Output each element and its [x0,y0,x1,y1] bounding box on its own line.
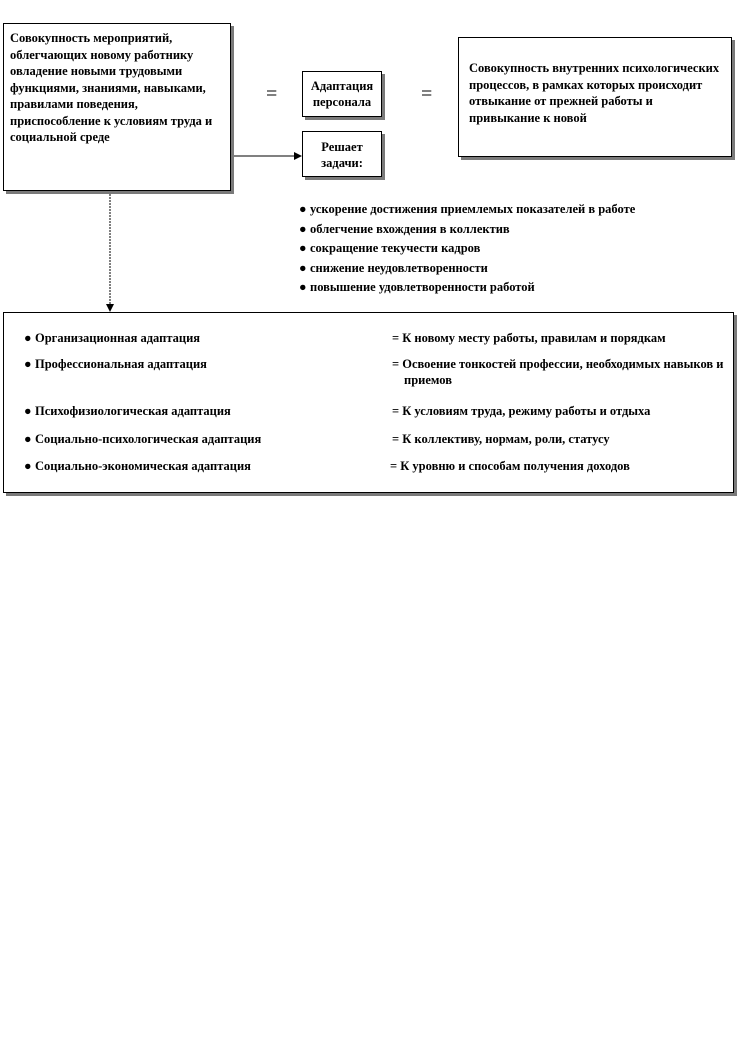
task-item [299,220,635,240]
bullet-icon: ● [299,202,307,216]
equals-sign-right: = [421,83,433,105]
task-text: ускорение достижения приемлемых показателей в работе [310,202,636,216]
task-item [299,278,635,298]
task-text: повышение удовлетворенности работой [310,280,535,294]
definition-processes-box [458,37,732,157]
definition-measures-text: Совокупность мероприятий, облегчающих новому работнику овладение новыми трудовыми функциями, знаниями, навыками, правилами поведения, приспособление к условиям труда и социальной среде [10,31,213,144]
bullet-icon: ● [24,331,32,345]
task-item [299,259,635,279]
bullet-icon: ● [24,404,32,418]
task-text: облегчение вхождения в коллектив [310,221,510,236]
adaptation-type-name: Профессиональная адаптация [35,357,207,371]
task-text: снижение неудовлетворенности [310,260,488,275]
task-text: сокращение текучести кадров [310,241,481,255]
adaptation-type-name: Организационная адаптация [35,331,201,345]
bullet-icon: ● [299,241,307,255]
definition-processes-text: Совокупность внутренних психологических процессов, в рамках которых происходит отвыкание от прежней работы и привыкание к новой [469,61,720,125]
central-concept-box [302,71,382,117]
adaptation-type-name: Социально-психологическая адаптация [35,432,262,446]
adaptation-type-desc: = К новому месту работы, правилам и порядкам [392,331,666,345]
tasks-line2: задачи: [321,156,363,170]
tasks-line1: Решает [321,140,363,154]
bullet-icon: ● [24,459,32,473]
central-concept-line1: Адаптация [310,79,374,93]
bullet-icon: ● [299,280,307,294]
central-concept-line2: персонала [312,95,372,109]
adaptation-types-box [3,312,734,493]
equals-sign-left: = [266,83,278,105]
definition-measures-box [3,23,231,191]
adaptation-type-desc: = Освоение тонкостей профессии, необходимых навыков и приемов [392,357,724,387]
adaptation-type-desc: = К уровню и способам получения доходов [390,459,630,473]
task-item [299,200,635,220]
tasks-list [299,200,635,298]
adaptation-type-desc: = К условиям труда, режиму работы и отдыха [392,404,651,418]
tasks-box [302,131,382,177]
adaptation-type-desc: = К коллективу, нормам, роли, статусу [392,432,610,446]
adaptation-type-name: Психофизиологическая адаптация [35,404,231,418]
bullet-icon: ● [299,260,307,275]
bullet-icon: ● [24,432,32,446]
task-item [299,239,635,259]
bullet-icon: ● [299,221,307,236]
adaptation-type-name: Социально-экономическая адаптация [35,459,251,473]
bullet-icon: ● [24,357,32,371]
